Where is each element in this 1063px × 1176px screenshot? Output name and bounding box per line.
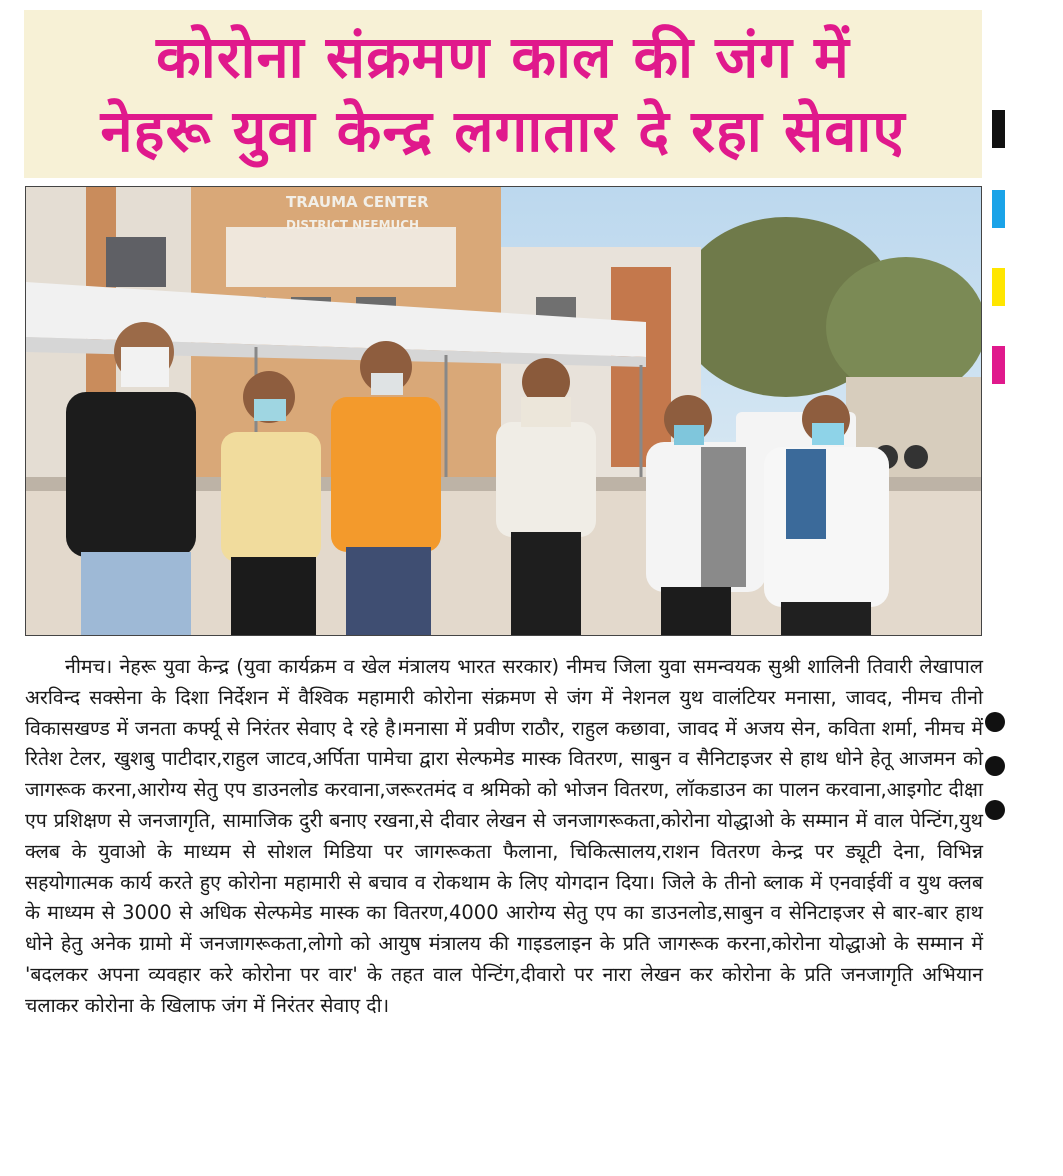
headline-box: [24, 10, 982, 178]
registration-mark-black: [992, 110, 1005, 148]
registration-mark-cyan: [992, 190, 1005, 228]
registration-dot-2: [985, 756, 1005, 776]
sign-text-2: DISTRICT NEEMUCH: [286, 218, 420, 232]
headline-line-2: नेहरू युवा केन्द्र लगातार दे रहा सेवाए: [100, 97, 906, 165]
sign-text-1: TRAUMA CENTER: [286, 193, 429, 211]
registration-dot-3: [985, 800, 1005, 820]
registration-mark-magenta: [992, 346, 1005, 384]
article-body: नीमच। नेहरू युवा केन्द्र (युवा कार्यक्रम व खेल मंत्रालय भारत सरकार) नीमच जिला युवा समन्वयक सुश्री शालिनी तिवारी लेखापाल अरविन्द सक्सेना के दिशा निर्देशन में वैश्विक महामारी कोरोना संक्रमण से जंग में नेशनल युथ वालंटियर मनासा, जावद, नीमच तीनो विकासखण्ड में जनता कर्फ्यू से निरंतर सेवाए दे रहे है।मनासा में प्रवीण राठौर, राहुल कछावा, जावद में अजय सेन, कविता शर्मा, नीमच में रितेश टेलर, खुशबु पाटीदार,राहुल जाटव,अर्पिता पामेचा द्वारा सेल्फमेड मास्क वितरण, साबुन व सैनिटाइजर से हाथ धोने हेतू आजमन को जागरूक करना,आरोग्य सेतु एप डाउनलोड करवाना,जरूरतमंद व श्रमिको को भोजन वितरण, लॉकडाउन का पालन करवाना,आइगोट दीक्षा एप प्रशिक्षण से जनजागृति, सामाजिक दुरी बनाए रखना,से दीवार लेखन से जनजागरूकता,कोरोना योद्धाओ के सम्मान में वाल पेन्टिंग,युथ क्लब के युवाओ के माध्यम से सोशल मिडिया पर जागरूकता फैलाना, चिकित्सालय,राशन वितरण केन्द्र पर ड्यूटी देना, विभिन्न सहयोगात्मक कार्य करते हुए कोरोना महामारी से बचाव व रोकथाम के लिए योगदान दिया। जिले के तीनो ब्लाक में एनवाईवीं व युथ क्लब के माध्यम से 3000 से अधिक सेल्फमेड मास्क का वितरण,4000 आरोग्य सेतु एप का डाउनलोड,साबुन व सेनिटाइजर से बार-बार हाथ धोने हेतु अनेक ग्रामो में जनजागरूकता,लोगो को आयुष मंत्रालय की गाइडलाइन के प्रति जागरूक करना,कोरोना योद्धाओ के सम्मान में 'बदलकर अपना व्यवहार करे कोरोना पर वार' के तहत वाल पेन्टिंग,दीवारो पर नारा लेखन कर कोरोना के प्रति जनजागृति अभियान चलाकर कोरोना के खिलाफ जंग में निरंतर सेवाए दी।: [25, 655, 983, 1017]
registration-dot-1: [985, 712, 1005, 732]
news-photo: [25, 186, 982, 636]
registration-mark-yellow: [992, 268, 1005, 306]
headline-line-1: कोरोना संक्रमण काल की जंग में: [156, 23, 850, 91]
